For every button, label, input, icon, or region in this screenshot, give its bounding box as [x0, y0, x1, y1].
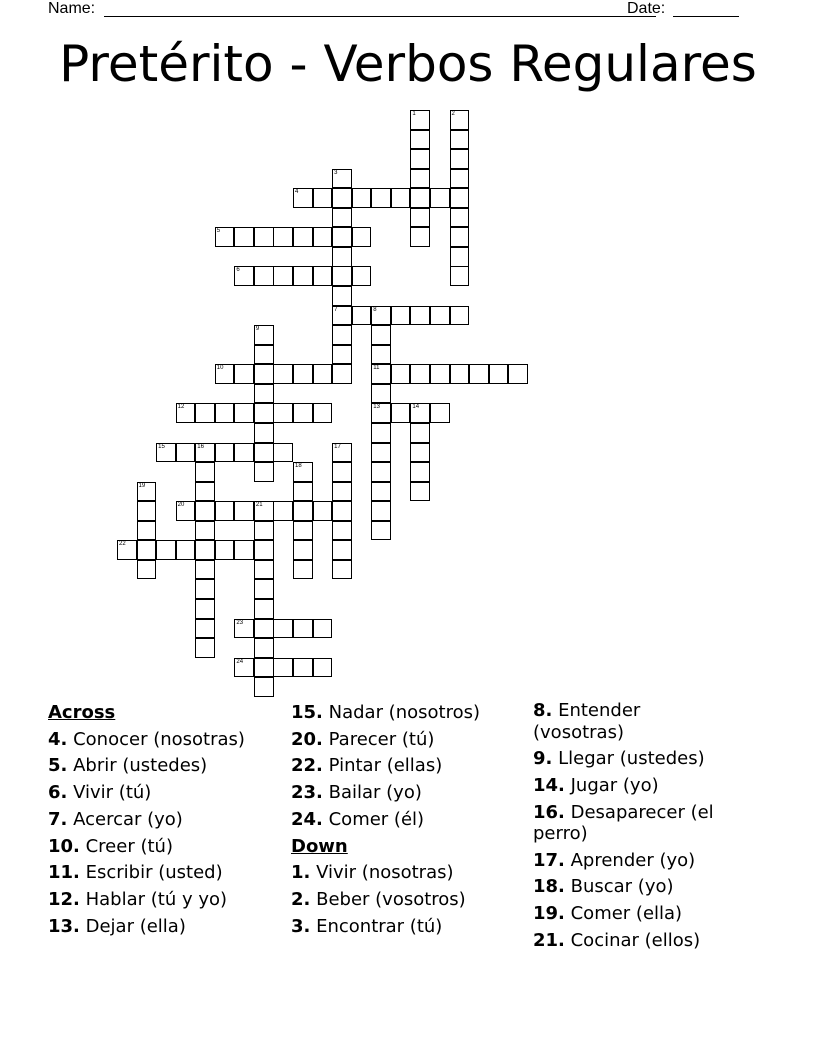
grid-cell[interactable] [332, 560, 352, 580]
clue-number-label: 21. [533, 929, 565, 951]
clue-number: 14 [412, 404, 420, 411]
grid-cell[interactable] [352, 306, 372, 326]
clue-text: Comer (él) [322, 808, 425, 830]
clue-text: Vivir (tú) [67, 782, 152, 804]
name-line[interactable] [104, 16, 656, 17]
grid-cell[interactable] [254, 560, 274, 580]
down-heading: Down [291, 835, 348, 857]
grid-cell[interactable] [410, 462, 430, 482]
grid-cell[interactable] [410, 110, 430, 130]
grid-cell[interactable] [391, 403, 411, 423]
grid-cell[interactable] [195, 462, 215, 482]
name-label: Name: [48, 0, 96, 17]
clue-number-label: 11. [48, 862, 80, 884]
clue-text: Encontrar (tú) [310, 915, 443, 937]
grid-cell[interactable] [450, 247, 470, 267]
grid-cell[interactable] [371, 306, 391, 326]
clue-number-label: 10. [48, 835, 80, 857]
clue-number: 9 [255, 326, 260, 333]
grid-cell[interactable] [313, 227, 333, 247]
clue-number: 6 [236, 267, 240, 274]
grid-cell[interactable] [293, 619, 313, 639]
clue-number-label: 18. [533, 876, 565, 898]
grid-cell[interactable] [313, 501, 333, 521]
grid-cell[interactable] [254, 443, 274, 463]
grid-cell[interactable] [293, 403, 313, 423]
grid-cell[interactable] [371, 384, 391, 404]
clue-number: 18 [295, 463, 302, 470]
grid-cell[interactable] [273, 227, 293, 247]
clue-item [291, 860, 521, 887]
clue-number-label: 13. [48, 915, 80, 937]
grid-cell[interactable] [430, 306, 450, 326]
clue-number: 17 [334, 443, 341, 450]
grid-cell[interactable] [391, 306, 411, 326]
clue-item [48, 834, 278, 861]
clue-number: 15 [158, 443, 165, 450]
clue-number: 22 [119, 541, 126, 548]
clue-item [533, 700, 733, 743]
clue-number: 24 [236, 658, 244, 665]
grid-cell[interactable] [410, 169, 430, 189]
grid-cell[interactable] [352, 266, 372, 286]
grid-cell[interactable] [195, 521, 215, 541]
clue-text: Desaparecer (el perro) [533, 801, 714, 845]
grid-cell[interactable] [195, 599, 215, 619]
grid-cell[interactable] [254, 599, 274, 619]
grid-cell[interactable] [332, 482, 352, 502]
clue-text: Aprender (yo) [564, 849, 696, 871]
clue-item [48, 887, 278, 914]
clue-text: Abrir (ustedes) [67, 755, 208, 777]
clue-text: Hablar (tú y yo) [79, 888, 228, 910]
clue-text: Bailar (yo) [322, 782, 422, 804]
grid-cell[interactable] [410, 188, 430, 208]
grid-cell[interactable] [254, 677, 274, 697]
clue-number-label: 3. [291, 915, 311, 937]
grid-cell[interactable] [137, 501, 157, 521]
grid-cell[interactable] [254, 227, 274, 247]
clue-item [533, 930, 733, 952]
clue-item [48, 727, 278, 754]
grid-cell[interactable] [391, 364, 411, 384]
grid-cell[interactable] [371, 325, 391, 345]
clue-number: 10 [216, 365, 224, 372]
grid-cell[interactable] [371, 462, 391, 482]
clue-number: 19 [138, 482, 146, 489]
grid-cell[interactable] [137, 540, 157, 560]
clue-number-label: 9. [533, 748, 553, 770]
grid-cell[interactable] [234, 501, 254, 521]
clue-text: Acercar (yo) [67, 808, 183, 830]
date-label: Date: [627, 0, 666, 17]
grid-cell[interactable] [215, 364, 235, 384]
clue-item [291, 700, 521, 727]
clue-column-2 [291, 700, 521, 940]
clue-number-label: 4. [48, 728, 68, 750]
grid-cell[interactable] [332, 169, 352, 189]
clue-number-label: 19. [533, 903, 565, 925]
grid-cell[interactable] [156, 540, 176, 560]
grid-cell[interactable] [332, 266, 352, 286]
grid-cell[interactable] [215, 501, 235, 521]
clue-text: Comer (ella) [564, 903, 683, 925]
clue-item [291, 780, 521, 807]
clue-text: Beber (vosotros) [310, 888, 466, 910]
clue-number-label: 12. [48, 888, 80, 910]
clue-item [48, 807, 278, 834]
header [48, 0, 748, 20]
grid-cell[interactable] [391, 188, 411, 208]
grid-cell[interactable] [215, 443, 235, 463]
grid-cell[interactable] [254, 423, 274, 443]
grid-cell[interactable] [371, 521, 391, 541]
grid-cell[interactable] [450, 149, 470, 169]
grid-cell[interactable] [215, 540, 235, 560]
grid-cell[interactable] [293, 462, 313, 482]
clue-number: 23 [236, 619, 244, 626]
date-line[interactable] [673, 16, 739, 17]
grid-cell[interactable] [254, 540, 274, 560]
clue-item [291, 753, 521, 780]
grid-cell[interactable] [195, 403, 215, 423]
clue-number-label: 7. [48, 808, 68, 830]
grid-cell[interactable] [410, 306, 430, 326]
grid-cell[interactable] [215, 227, 235, 247]
clue-item [48, 780, 278, 807]
grid-cell[interactable] [469, 364, 489, 384]
grid-cell[interactable] [450, 169, 470, 189]
grid-cell[interactable] [410, 443, 430, 463]
grid-cell[interactable] [273, 266, 293, 286]
clue-number-label: 23. [291, 782, 323, 804]
clue-number-label: 6. [48, 782, 68, 804]
grid-cell[interactable] [254, 658, 274, 678]
grid-cell[interactable] [489, 364, 509, 384]
grid-cell[interactable] [410, 364, 430, 384]
clue-number: 7 [334, 306, 338, 313]
grid-cell[interactable] [195, 638, 215, 658]
clue-number-label: 17. [533, 849, 565, 871]
clue-item [48, 860, 278, 887]
grid-cell[interactable] [410, 482, 430, 502]
clue-number: 12 [177, 404, 185, 411]
clue-text: Cocinar (ellos) [564, 929, 701, 951]
grid-cell[interactable] [450, 188, 470, 208]
clue-number-label: 8. [533, 700, 553, 721]
grid-cell[interactable] [332, 208, 352, 228]
clue-column-3 [533, 700, 733, 957]
grid-cell[interactable] [273, 501, 293, 521]
grid-cell[interactable] [156, 443, 176, 463]
clue-number: 20 [177, 502, 185, 509]
grid-cell[interactable] [234, 266, 254, 286]
clue-text: Nadar (nosotros) [322, 702, 480, 723]
grid-cell[interactable] [254, 619, 274, 639]
grid-cell[interactable] [371, 501, 391, 521]
clue-number: 4 [295, 189, 299, 196]
clue-number: 3 [334, 169, 338, 176]
grid-cell[interactable] [176, 540, 196, 560]
grid-cell[interactable] [273, 619, 293, 639]
grid-cell[interactable] [195, 443, 215, 463]
grid-cell[interactable] [254, 638, 274, 658]
clue-item [533, 748, 733, 770]
grid-cell[interactable] [234, 540, 254, 560]
grid-cell[interactable] [234, 443, 254, 463]
grid-cell[interactable] [293, 501, 313, 521]
grid-cell[interactable] [273, 658, 293, 678]
clue-number-label: 1. [291, 862, 311, 884]
grid-cell[interactable] [352, 188, 372, 208]
grid-cell[interactable] [234, 364, 254, 384]
grid-cell[interactable] [371, 443, 391, 463]
grid-cell[interactable] [254, 364, 274, 384]
clue-item [48, 914, 278, 941]
grid-cell[interactable] [293, 540, 313, 560]
clue-text: Conocer (nosotras) [67, 728, 245, 750]
grid-cell[interactable] [176, 443, 196, 463]
grid-cell[interactable] [293, 560, 313, 580]
grid-cell[interactable] [332, 286, 352, 306]
grid-cell[interactable] [332, 521, 352, 541]
grid-cell[interactable] [293, 227, 313, 247]
clue-number: 16 [197, 443, 204, 450]
grid-cell[interactable] [234, 227, 254, 247]
clue-text: Entender (vosotras) [533, 700, 641, 743]
grid-cell[interactable] [137, 521, 157, 541]
grid-cell[interactable] [273, 443, 293, 463]
grid-cell[interactable] [293, 364, 313, 384]
grid-cell[interactable] [332, 345, 352, 365]
grid-cell[interactable] [234, 403, 254, 423]
grid-cell[interactable] [293, 188, 313, 208]
grid-cell[interactable] [254, 462, 274, 482]
grid-cell[interactable] [137, 560, 157, 580]
clue-item [291, 887, 521, 914]
grid-cell[interactable] [371, 345, 391, 365]
grid-cell[interactable] [313, 188, 333, 208]
grid-cell[interactable] [195, 560, 215, 580]
grid-cell[interactable] [371, 364, 391, 384]
grid-cell[interactable] [195, 501, 215, 521]
grid-cell[interactable] [313, 364, 333, 384]
grid-cell[interactable] [332, 306, 352, 326]
clue-item [291, 807, 521, 834]
grid-cell[interactable] [410, 423, 430, 443]
grid-cell[interactable] [450, 227, 470, 247]
grid-cell[interactable] [195, 482, 215, 502]
clue-item [533, 876, 733, 898]
clue-text: Llegar (ustedes) [552, 748, 705, 770]
grid-cell[interactable] [371, 423, 391, 443]
grid-cell[interactable] [430, 364, 450, 384]
grid-cell[interactable] [254, 501, 274, 521]
grid-cell[interactable] [195, 579, 215, 599]
grid-cell[interactable] [450, 364, 470, 384]
clue-number-label: 5. [48, 755, 68, 777]
clue-text: Parecer (tú) [322, 728, 435, 750]
grid-cell[interactable] [254, 403, 274, 423]
grid-cell[interactable] [371, 482, 391, 502]
clue-item [533, 775, 733, 797]
clue-number: 8 [373, 306, 377, 313]
grid-cell[interactable] [176, 501, 196, 521]
grid-cell[interactable] [410, 130, 430, 150]
grid-cell[interactable] [254, 384, 274, 404]
grid-cell[interactable] [430, 403, 450, 423]
grid-cell[interactable] [332, 325, 352, 345]
clue-text: Jugar (yo) [564, 774, 659, 796]
grid-cell[interactable] [313, 658, 333, 678]
grid-cell[interactable] [508, 364, 528, 384]
grid-cell[interactable] [332, 540, 352, 560]
grid-cell[interactable] [215, 403, 235, 423]
grid-cell[interactable] [313, 619, 333, 639]
clue-number: 5 [216, 228, 221, 235]
clue-text: Buscar (yo) [564, 876, 674, 898]
clue-number: 13 [373, 404, 380, 411]
grid-cell[interactable] [273, 403, 293, 423]
grid-cell[interactable] [450, 266, 470, 286]
grid-cell[interactable] [137, 482, 157, 502]
grid-cell[interactable] [254, 579, 274, 599]
clue-number: 21 [255, 502, 263, 509]
clue-item [48, 753, 278, 780]
clue-item [291, 914, 521, 941]
grid-cell[interactable] [352, 227, 372, 247]
grid-cell[interactable] [117, 540, 137, 560]
grid-cell[interactable] [254, 521, 274, 541]
clue-number-label: 14. [533, 774, 565, 796]
clue-text: Dejar (ella) [79, 915, 186, 937]
clue-item [533, 903, 733, 925]
grid-cell[interactable] [332, 462, 352, 482]
grid-cell[interactable] [332, 188, 352, 208]
grid-cell[interactable] [332, 227, 352, 247]
grid-cell[interactable] [254, 266, 274, 286]
clue-text: Escribir (usted) [79, 862, 223, 884]
grid-cell[interactable] [371, 403, 391, 423]
grid-cell[interactable] [410, 208, 430, 228]
grid-cell[interactable] [234, 619, 254, 639]
clue-number-label: 16. [533, 801, 565, 823]
grid-cell[interactable] [450, 208, 470, 228]
clue-text: Vivir (nosotras) [310, 862, 454, 884]
clue-column-1 [48, 700, 278, 940]
clue-number: 1 [412, 111, 416, 117]
grid-cell[interactable] [254, 345, 274, 365]
grid-cell[interactable] [430, 188, 450, 208]
clue-number: 2 [451, 111, 455, 117]
clue-number-label: 20. [291, 728, 323, 750]
grid-cell[interactable] [371, 188, 391, 208]
grid-cell[interactable] [293, 266, 313, 286]
across-heading: Across [48, 702, 116, 723]
grid-cell[interactable] [293, 658, 313, 678]
grid-cell[interactable] [332, 443, 352, 463]
grid-cell[interactable] [234, 658, 254, 678]
clue-number-label: 24. [291, 808, 323, 830]
grid-cell[interactable] [410, 149, 430, 169]
grid-cell[interactable] [293, 482, 313, 502]
page-title: Pretérito - Verbos Regulares [59, 35, 757, 93]
grid-cell[interactable] [195, 540, 215, 560]
grid-cell[interactable] [176, 403, 196, 423]
grid-cell[interactable] [313, 266, 333, 286]
grid-cell[interactable] [313, 403, 333, 423]
grid-cell[interactable] [450, 110, 470, 130]
clue-text: Pintar (ellas) [322, 755, 443, 777]
grid-cell[interactable] [273, 364, 293, 384]
grid-cell[interactable] [410, 227, 430, 247]
clue-text: Creer (tú) [79, 835, 173, 857]
clue-item [533, 850, 733, 872]
clue-number: 11 [373, 365, 380, 372]
clue-number-label: 15. [291, 702, 323, 723]
grid-cell[interactable] [293, 521, 313, 541]
grid-cell[interactable] [450, 130, 470, 150]
grid-cell[interactable] [332, 247, 352, 267]
clue-item [291, 727, 521, 754]
grid-cell[interactable] [332, 364, 352, 384]
grid-cell[interactable] [195, 619, 215, 639]
grid-cell[interactable] [410, 403, 430, 423]
grid-cell[interactable] [450, 306, 470, 326]
clue-number-label: 2. [291, 888, 311, 910]
clue-number-label: 22. [291, 755, 323, 777]
grid-cell[interactable] [254, 325, 274, 345]
clue-item [533, 802, 733, 845]
grid-cell[interactable] [332, 501, 352, 521]
